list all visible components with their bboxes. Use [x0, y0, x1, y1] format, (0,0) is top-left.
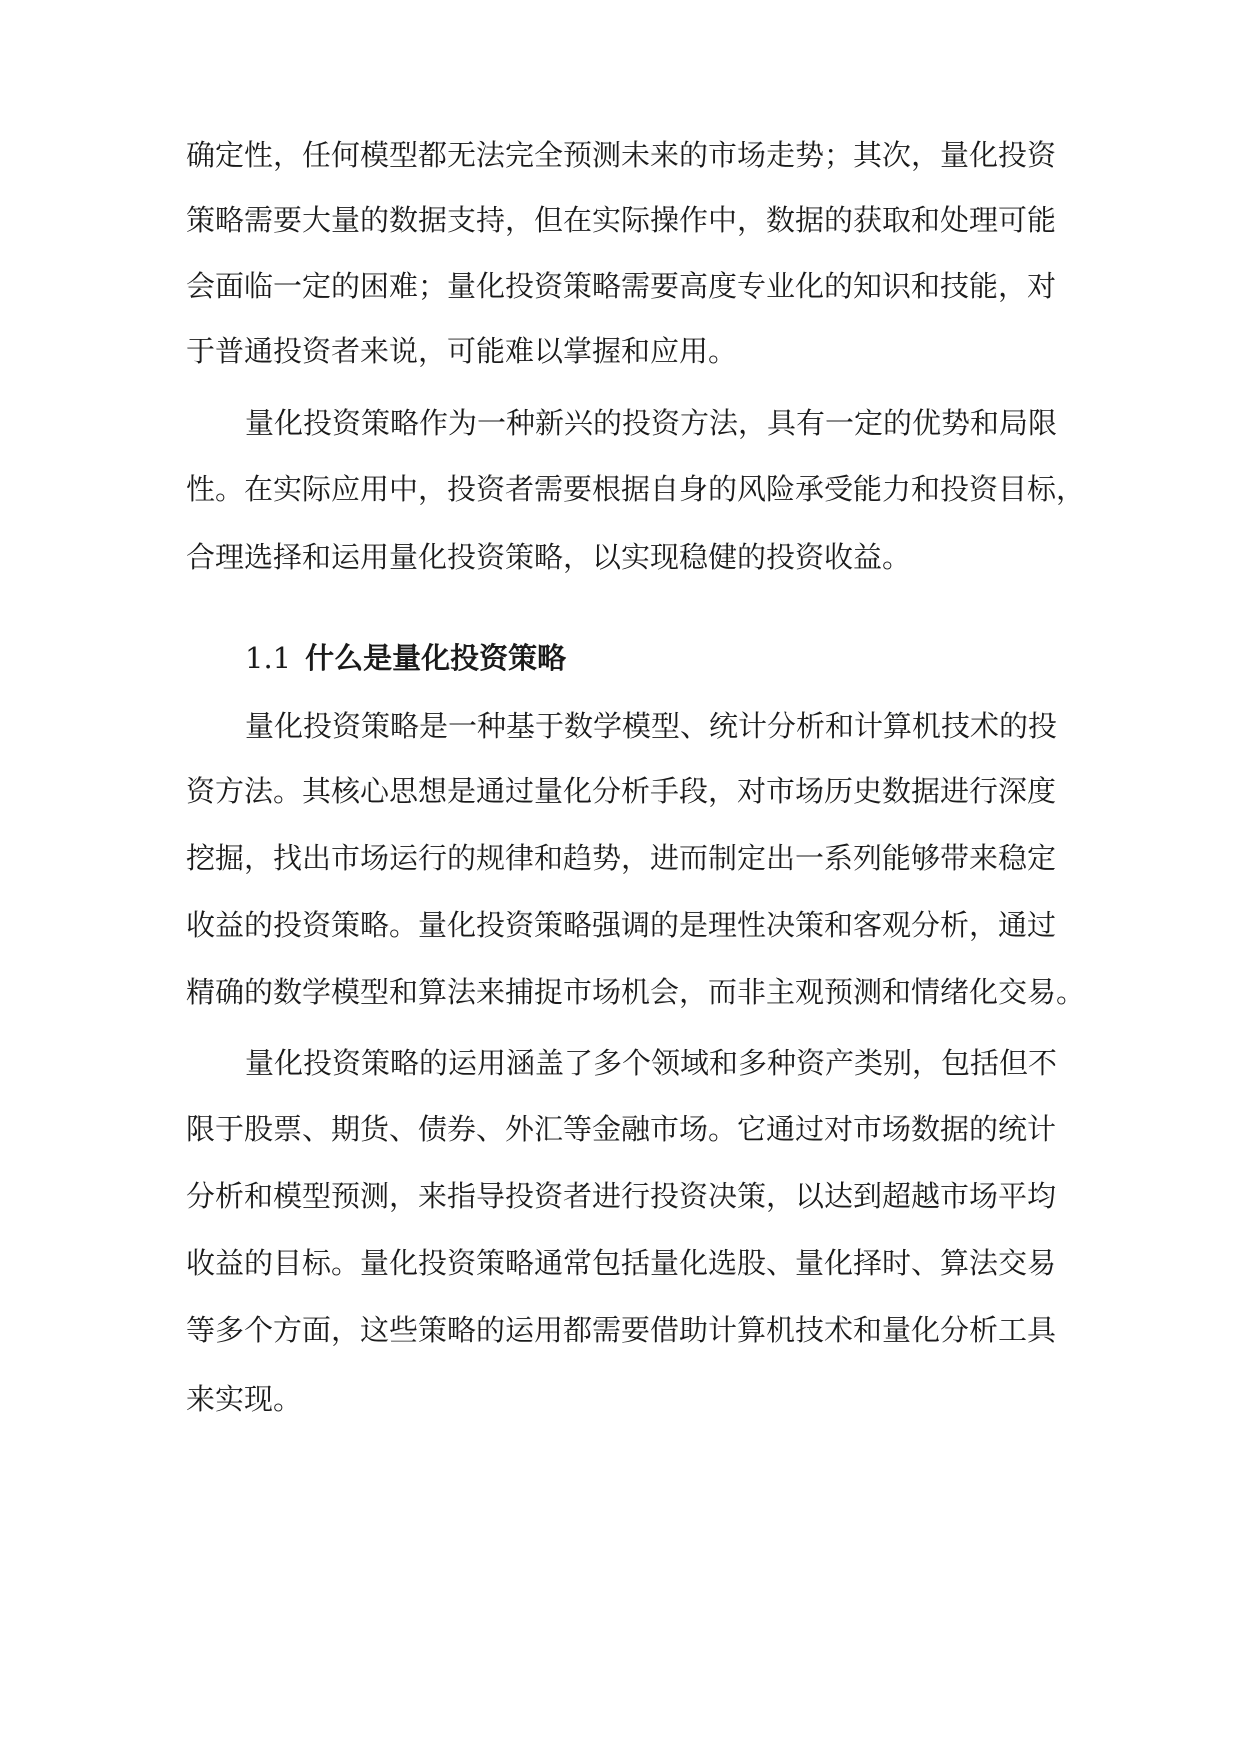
text-line: 分析和模型预测，来指导投资者进行投资决策，以达到超越市场平均 [186, 1179, 1057, 1213]
text-line: 会面临一定的困难；量化投资策略需要高度专业化的知识和技能，对 [186, 269, 1057, 303]
text-line: 确定性，任何模型都无法完全预测未来的市场走势；其次，量化投资 [186, 138, 1057, 172]
text-line: 挖掘，找出市场运行的规律和趋势，进而制定出一系列能够带来稳定 [186, 841, 1057, 875]
text-line: 限于股票、期货、债券、外汇等金融市场。它通过对市场数据的统计 [186, 1112, 1057, 1146]
text-line: 来实现。 [186, 1382, 303, 1416]
text-line: 量化投资策略的运用涵盖了多个领域和多种资产类别，包括但不 [245, 1046, 1058, 1080]
text-line: 等多个方面，这些策略的运用都需要借助计算机技术和量化分析工具 [186, 1313, 1057, 1347]
text-line: 量化投资策略作为一种新兴的投资方法，具有一定的优势和局限 [245, 406, 1058, 440]
text-line: 收益的目标。量化投资策略通常包括量化选股、量化择时、算法交易 [186, 1246, 1057, 1280]
text-line: 收益的投资策略。量化投资策略强调的是理性决策和客观分析，通过 [186, 908, 1057, 942]
section-title: 什么是量化投资策略 [305, 641, 567, 675]
text-line: 合理选择和运用量化投资策略，以实现稳健的投资收益。 [186, 540, 912, 574]
section-number: 1.1 [245, 641, 292, 675]
text-line: 策略需要大量的数据支持，但在实际操作中，数据的获取和处理可能 [186, 203, 1057, 237]
section-heading [245, 638, 566, 678]
text-line: 性。在实际应用中，投资者需要根据自身的风险承受能力和投资目标， [186, 472, 1086, 506]
text-line: 资方法。其核心思想是通过量化分析手段，对市场历史数据进行深度 [186, 774, 1057, 808]
text-line: 量化投资策略是一种基于数学模型、统计分析和计算机技术的投 [245, 709, 1058, 743]
text-line: 于普通投资者来说，可能难以掌握和应用。 [186, 334, 738, 368]
text-line: 精确的数学模型和算法来捕捉市场机会，而非主观预测和情绪化交易。 [186, 975, 1086, 1009]
